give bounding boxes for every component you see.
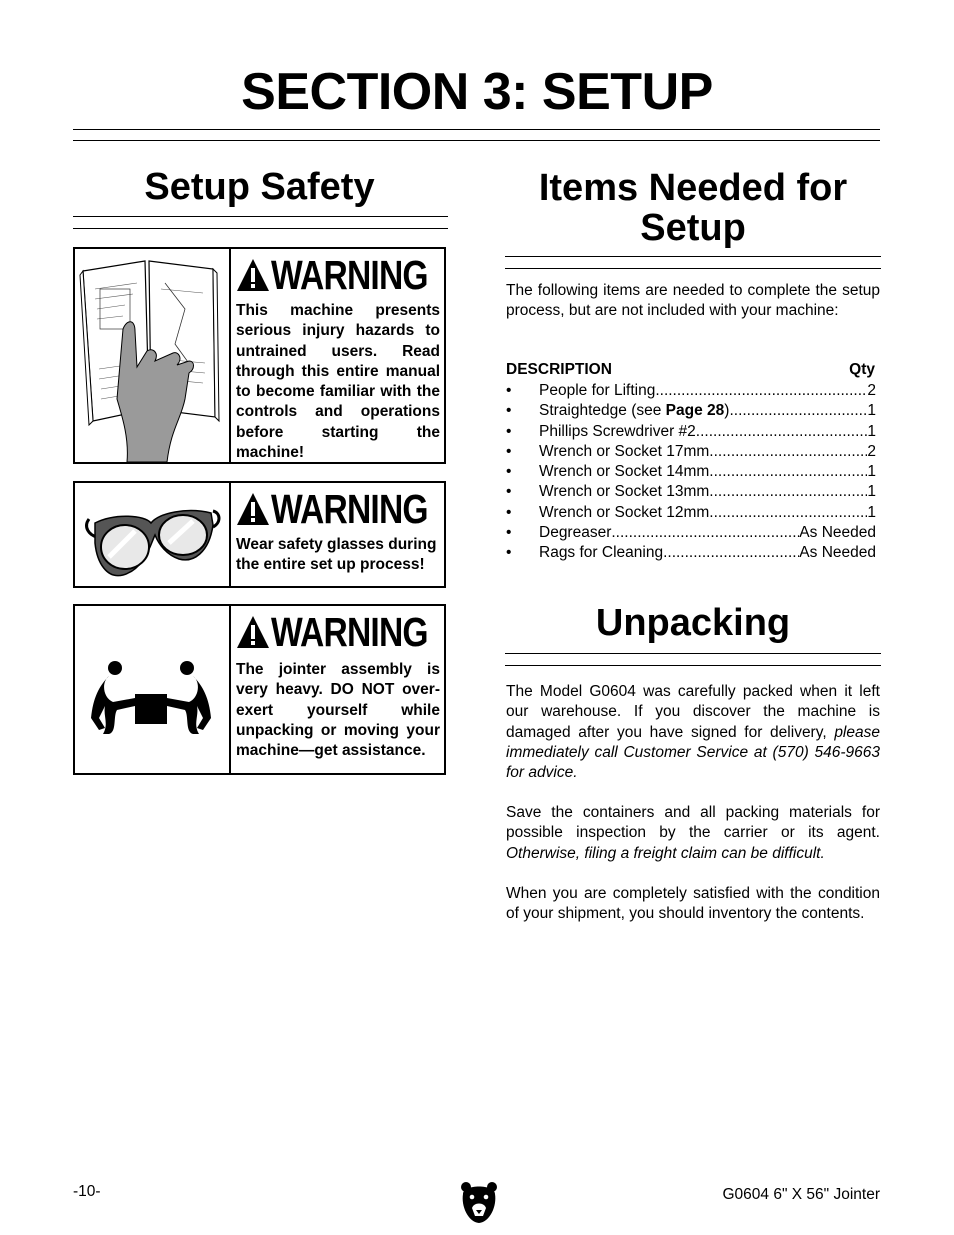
warning-triangle-icon [236,257,270,293]
warning-text: The jointer assembly is very heavy. DO NOT over-exert yourself while unpacking or moving your machine—get assistance. [236,661,440,760]
items-needed-rule-2 [505,268,881,269]
item-qty: 1 [867,402,876,420]
unpacking-rule-2 [505,665,881,666]
setup-safety-rule-2 [73,228,448,229]
list-item [506,442,876,462]
list-item [506,503,876,523]
two-person-lift-icon [75,606,231,773]
item-name: Rags for Cleaning [539,544,664,562]
warning-label: WARNING [271,251,428,298]
item-name: Straightedge (see Page 28) [539,402,730,420]
safety-glasses-icon [75,483,231,586]
items-list [506,381,876,564]
warning-triangle-icon [236,491,270,527]
list-item [506,401,876,421]
list-item [506,523,876,543]
unpacking-paragraph-2 [506,803,880,864]
bullet: • [506,442,512,460]
dot-leader [709,462,867,482]
list-item [506,381,876,401]
dot-leader [709,442,867,462]
bear-head-logo [460,1180,498,1229]
item-name: Wrench or Socket 14mm [539,463,710,481]
warning-box-glasses [73,481,446,588]
bullet: • [506,402,512,420]
setup-safety-heading: Setup Safety [144,166,375,208]
items-needed-intro: The following items are needed to complete the setup process, but are not included with your machine: [506,282,880,320]
list-item [506,543,876,563]
section-title: SECTION 3: SETUP [241,63,713,121]
unpacking-p2-italic: Otherwise, filing a freight claim can be difficult. [506,844,825,862]
item-name: Phillips Screwdriver #2 [539,422,696,440]
item-name: Wrench or Socket 13mm [539,483,710,501]
warning-header [236,253,440,297]
dot-leader [696,422,868,442]
warning-label: WARNING [271,608,428,655]
model-name: G0604 6" X 56" Jointer [722,1186,880,1203]
item-name: Degreaser [539,524,612,542]
bullet: • [506,382,512,399]
warning-header [236,610,440,654]
items-needed-heading: Items Needed for Setup [538,167,848,249]
unpacking-rule-1 [505,653,881,654]
bullet: • [506,422,512,440]
unpacking-paragraph-3: When you are completely satisfied with the condition of your shipment, you should inventory the contents. [506,885,880,923]
title-rule-top [73,129,880,130]
title-rule-bottom [73,140,880,141]
unpacking-paragraph-1 [506,682,880,783]
bullet: • [506,503,512,521]
item-qty: 1 [867,483,876,501]
list-item [506,462,876,482]
item-qty: 2 [867,382,876,399]
item-qty: As Needed [799,524,876,542]
item-qty: 1 [867,503,876,521]
unpacking-p1-text: The Model G0604 was carefully packed when it left our warehouse. If you discover the machine is damaged after you have signed for delivery, [506,683,880,741]
dot-leader [611,523,799,543]
list-item [506,422,876,442]
bullet: • [506,544,512,562]
unpacking-p1-italic: please immediately call Customer Service at (570) 546-9663 for advice. [506,723,880,782]
dot-leader [663,543,799,563]
item-qty: 1 [867,463,876,481]
warning-text: This machine presents serious injury hazards to untrained users. Read through this entire manual to become familiar with the controls and operations before starting the machine! [236,302,440,462]
warning-label: WARNING [271,485,428,532]
dot-leader [709,482,867,502]
warning-triangle-icon [236,614,270,650]
unpacking-p2-text: Save the containers and all packing materials for possible inspection by the carrier or its agent. [506,804,880,842]
list-item [506,482,876,502]
item-name: Wrench or Socket 17mm [539,442,710,460]
item-name: People for Lifting [539,382,656,399]
item-qty: 2 [867,442,876,460]
warning-box-lifting [73,604,446,775]
description-column-label: DESCRIPTION [506,361,612,378]
warning-text: Wear safety glasses during the entire set up process! [236,536,437,574]
items-table-header [506,361,875,379]
bullet: • [506,463,512,481]
dot-leader [729,401,867,421]
bullet: • [506,524,512,542]
unpacking-heading: Unpacking [595,602,791,644]
warning-box-manual [73,247,446,464]
bullet: • [506,483,512,501]
item-name: Wrench or Socket 12mm [539,503,710,521]
warning-header [236,487,440,531]
setup-safety-rule-1 [73,216,448,217]
manual-reading-icon [75,249,231,462]
dot-leader [709,503,867,523]
page-number: -10- [73,1183,101,1200]
item-qty: As Needed [799,544,876,562]
qty-column-label: Qty [849,361,875,378]
item-qty: 1 [867,422,876,440]
items-needed-rule-1 [505,256,881,257]
dot-leader [655,381,867,401]
